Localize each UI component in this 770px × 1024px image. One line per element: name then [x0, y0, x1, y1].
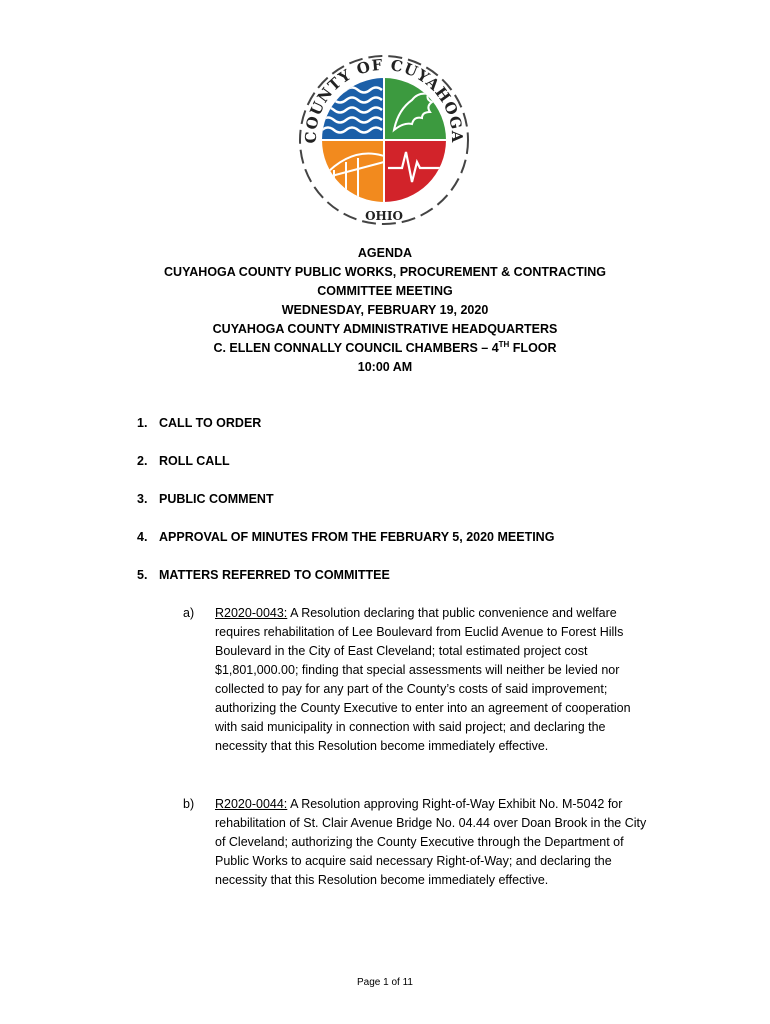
- agenda-item: 4. APPROVAL OF MINUTES FROM THE FEBRUARY 5, 2020 MEETING: [137, 530, 555, 544]
- seal-top-text: COUNTY OF CUYAHOGA: [301, 55, 467, 144]
- header-chambers: C. ELLEN CONNALLY COUNCIL CHAMBERS – 4TH FLOOR: [213, 340, 557, 355]
- county-seal: [294, 48, 474, 228]
- header-location: CUYAHOGA COUNTY ADMINISTRATIVE HEADQUARTERS: [212, 322, 558, 336]
- agenda-item: 2. ROLL CALL: [137, 454, 230, 468]
- resolution-link[interactable]: R2020-0043:: [215, 606, 288, 620]
- seal-bottom-text: OHIO: [365, 209, 403, 223]
- agenda-item: 3. PUBLIC COMMENT: [137, 492, 274, 506]
- sub-item: b) R2020-0044: A Resolution approving Right-of-Way Exhibit No. M-5042 for rehabilitation of St. Clair Avenue Bridge No. 04.44 over Doan Brook in the City of Cleveland; authorizing the County Executive through the Department of Public Works to acquire said necessary Right-of-Way; and declaring the necessity that this Resolution become immediately effective.: [183, 797, 647, 887]
- resolution-link[interactable]: R2020-0044:: [215, 797, 288, 811]
- agenda-header: [0, 244, 770, 377]
- orange-bridge-quadrant: [322, 140, 384, 204]
- sub-item: a) R2020-0043: A Resolution declaring that public convenience and welfare requires rehabilitation of Lee Boulevard from Euclid Avenue to Forest Hills Boulevard in the City of East Cleveland; total estimated project cost $1,801,000.00; finding that special assessments will neither be levied nor collected to pay for any part of the County’s costs of said improvement; authorizing the County Executive to enter into an agreement of cooperation with said municipality in connection with said project; and declaring the necessity that this Resolution become immediately effective.: [183, 606, 631, 753]
- header-date: WEDNESDAY, FEBRUARY 19, 2020: [281, 303, 489, 317]
- red-heartbeat-quadrant: [384, 140, 448, 204]
- header-title: AGENDA: [357, 246, 413, 260]
- page-footer: Page 1 of 11: [357, 977, 413, 988]
- header-committee: CUYAHOGA COUNTY PUBLIC WORKS, PROCUREMENT & CONTRACTING: [164, 265, 606, 279]
- agenda-item: 5. MATTERS REFERRED TO COMMITTEE: [137, 568, 390, 582]
- header-meeting: COMMITTEE MEETING: [317, 284, 453, 298]
- header-time: 10:00 AM: [357, 360, 413, 374]
- agenda-item: 1. CALL TO ORDER: [137, 416, 262, 430]
